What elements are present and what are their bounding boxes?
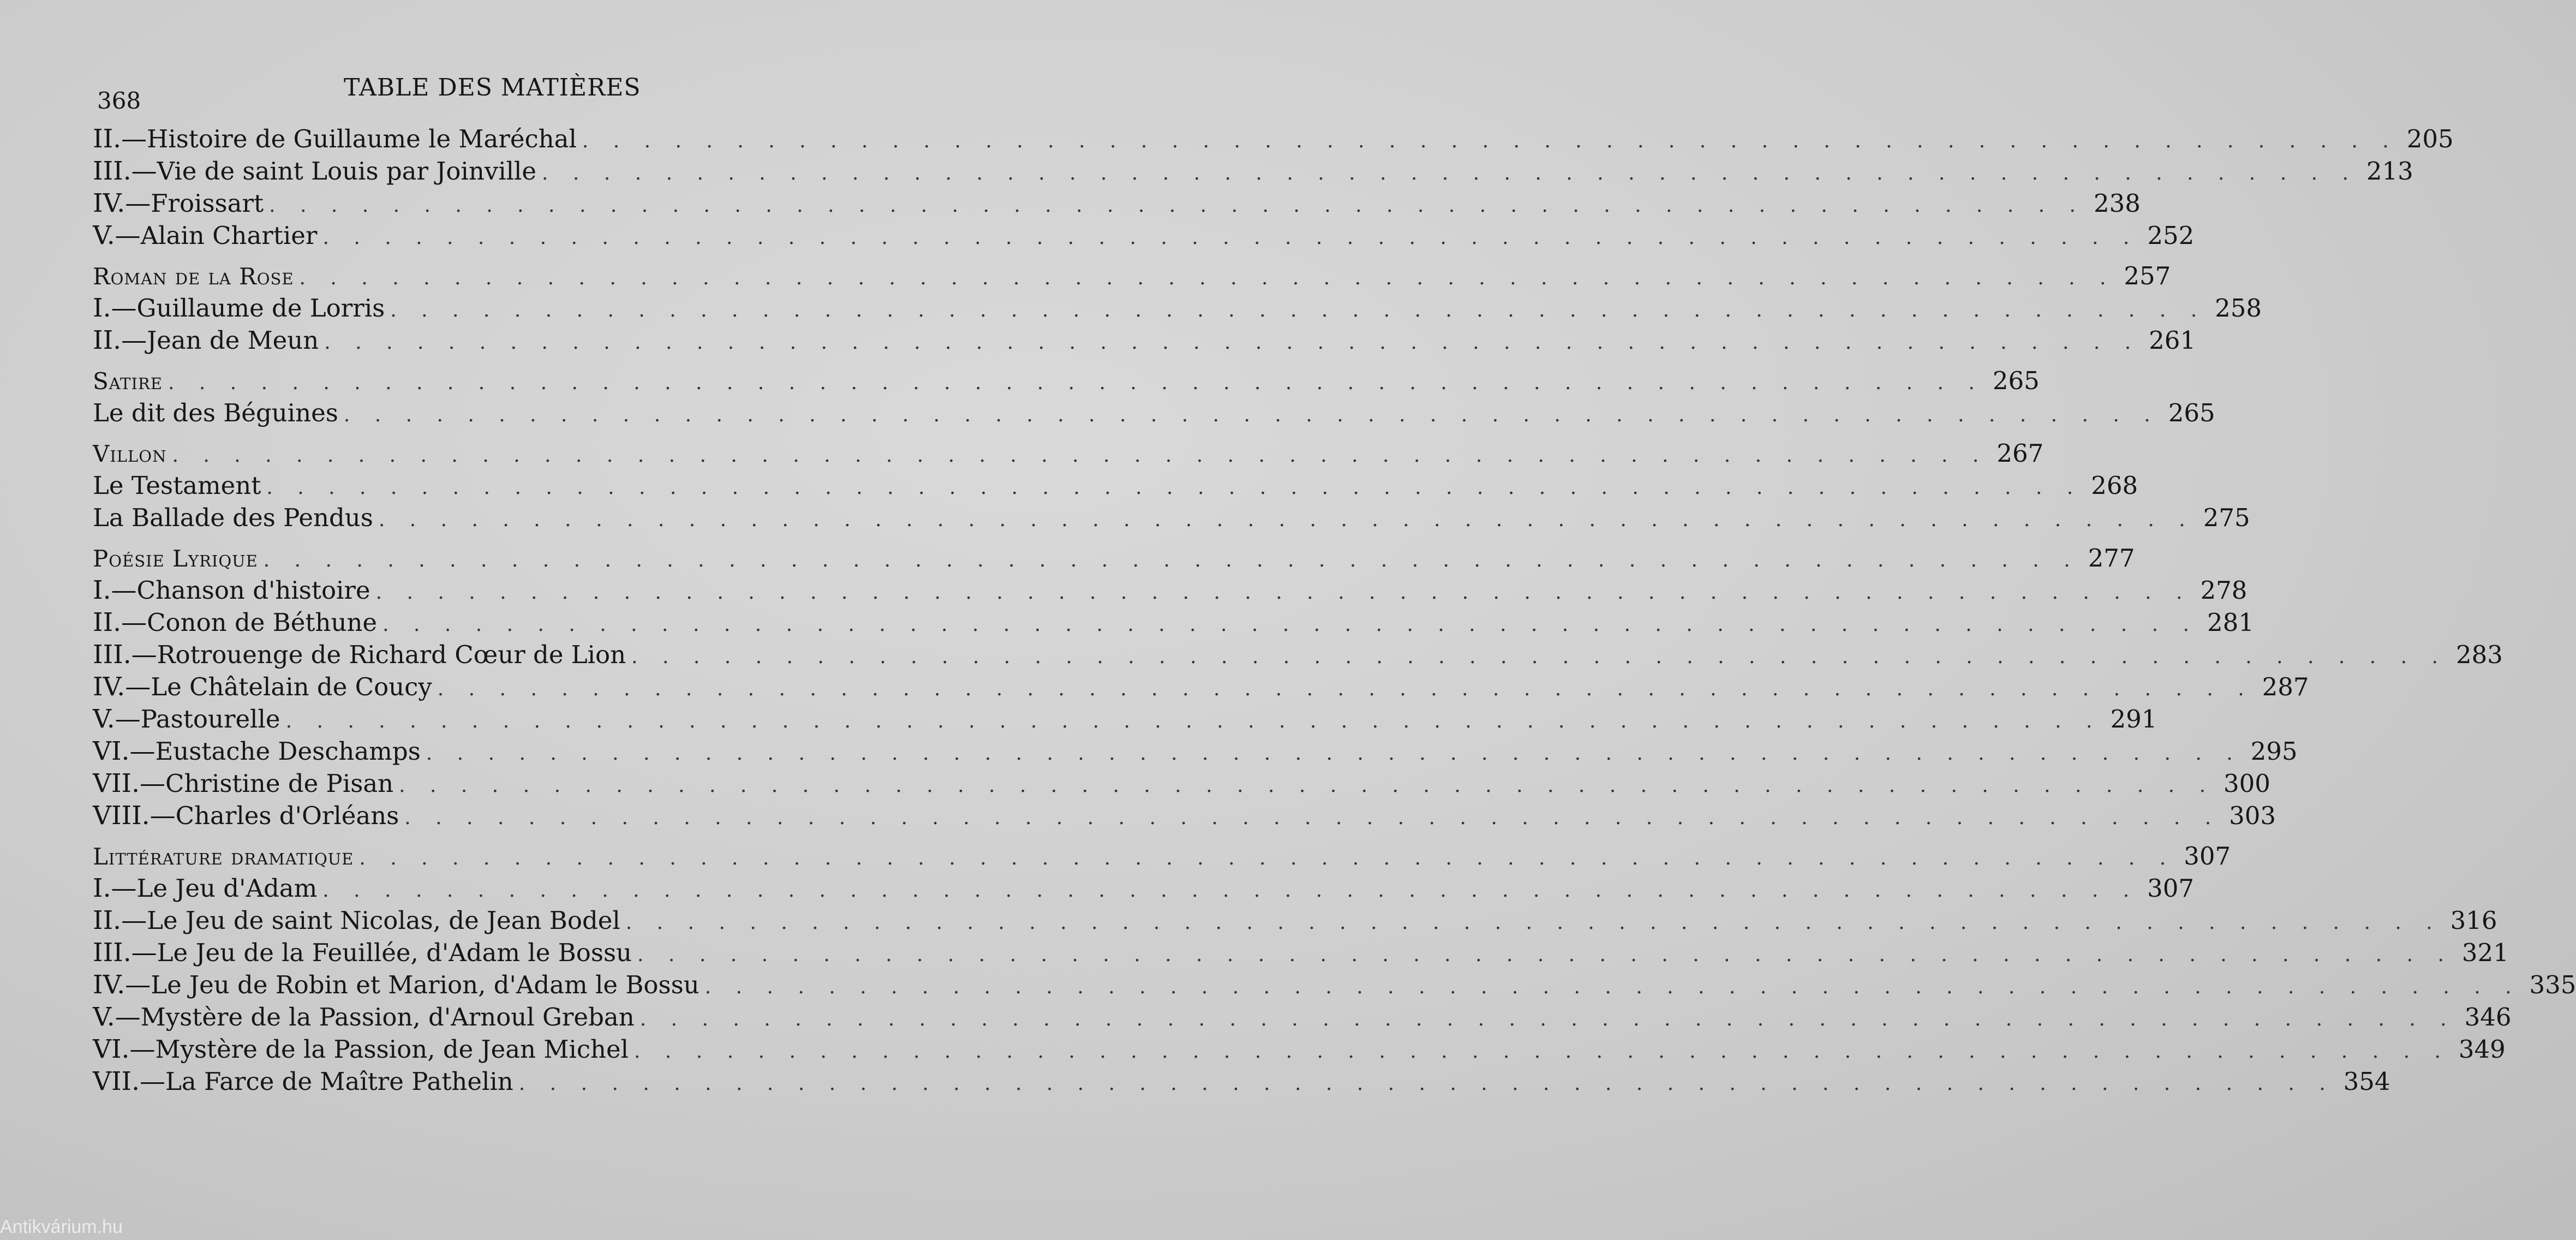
entry-page-number: 258 [2215,294,2262,323]
entry-roman-numeral: I. [93,293,111,323]
entry-dash: — [115,1002,141,1032]
entry-roman-numeral: V. [93,704,115,734]
entry-dash: — [125,188,151,218]
page-number: 368 [97,87,141,114]
entry-dash: — [121,607,147,637]
entry-page-number: 257 [2124,261,2171,290]
entry-dash: — [140,768,166,798]
entry-page-number: 281 [2207,608,2254,637]
toc-entry [93,123,2454,155]
entry-dash: — [150,801,176,831]
dot-leader: . . . . . . . . . . . . . . . . . . . . . . . . . . . . . . . . . . . . . . . . . . . . . . . . . . . . . . . . . . . [639,1008,2456,1030]
entry-roman-numeral: VII. [93,1066,140,1096]
dot-leader: . . . . . . . . . . . . . . . . . . . . . . . . . . . . . . . . . . . . . . . . . . . . . . . . . . . . . . . . . . . [299,267,2115,289]
entry-roman-numeral: VI. [93,1034,130,1064]
entry-title: Le Jeu d'Adam [136,874,318,903]
entry-dash: — [131,938,157,968]
entry-page-number: 277 [2088,544,2135,573]
dot-leader: . . . . . . . . . . . . . . . . . . . . . . . . . . . . . . . . . . . . . . . . . . . . . . . . . . . . . . . . . . . [582,130,2398,152]
entry-dash: — [111,575,137,605]
entry-title: Christine de Pisan [165,769,394,798]
toc-entry [93,800,2276,832]
dot-leader: . . . . . . . . . . . . . . . . . . . . . . . . . . . . . . . . . . . . . . . . . . . . . . . . . . . . . . . . . . . [399,774,2215,797]
dot-leader: . . . . . . . . . . . . . . . . . . . . . . . . . . . . . . . . . . . . . . . . . . . . . . . . . . . . . . . . . . . [168,372,1984,394]
entry-roman-numeral: II. [93,325,122,355]
entry-page-number: 278 [2200,576,2248,605]
toc-entry [93,767,2270,800]
dot-leader: . . . . . . . . . . . . . . . . . . . . . . . . . . . . . . . . . . . . . . . . . . . . . . . . . . . . . . . . . . . [324,331,2141,354]
dot-leader: . . . . . . . . . . . . . . . . . . . . . . . . . . . . . . . . . . . . . . . . . . . . . . . . . . . . . . . . . . . [404,807,2221,829]
toc-entry [93,1065,2390,1098]
dot-leader: . . . . . . . . . . . . . . . . . . . . . . . . . . . . . . . . . . . . . . . . . . . . . . . . . . . . . . . . . . . [704,976,2521,998]
entry-roman-numeral: VI. [93,736,130,766]
entry-title: La Ballade des Pendus [93,503,373,532]
toc-entry [93,1001,2512,1033]
dot-leader: . . . . . . . . . . . . . . . . . . . . . . . . . . . . . . . . . . . . . . . . . . . . . . . . . . . . . . . . . . . [426,742,2242,765]
toc-section-heading [93,542,2135,574]
entry-title: La Farce de Maître Pathelin [165,1067,513,1096]
entry-title: Satire [93,368,163,395]
dot-leader: . . . . . . . . . . . . . . . . . . . . . . . . . . . . . . . . . . . . . . . . . . . . . . . . . . . . . . . . . . . [382,613,2198,636]
entry-title: Chanson d'histoire [136,576,370,605]
entry-title: Le Testament [93,471,261,500]
entry-dash: — [115,220,141,251]
entry-title: Pastourelle [140,705,280,734]
entry-title: Guillaume de Lorris [136,294,385,323]
entry-page-number: 295 [2250,737,2298,766]
entry-page-number: 291 [2110,705,2157,734]
table-of-contents [93,123,2576,1098]
toc-entry [93,469,2138,502]
entry-dash: — [115,704,141,734]
entry-roman-numeral: III. [93,156,132,186]
entry-page-number: 213 [2366,157,2413,186]
entry-title: Mystère de la Passion, de Jean Michel [155,1035,629,1064]
toc-entry [93,155,2413,187]
entry-title: Rotrouenge de Richard Cœur de Lion [157,640,626,669]
dot-leader: . . . . . . . . . . . . . . . . . . . . . . . . . . . . . . . . . . . . . . . . . . . . . . . . . . . . . . . . . . . [437,678,2254,700]
toc-section-heading [93,365,2040,397]
dot-leader: . . . . . . . . . . . . . . . . . . . . . . . . . . . . . . . . . . . . . . . . . . . . . . . . . . . . . . . . . . . [269,194,2085,217]
toc-entry [93,187,2141,219]
dot-leader: . . . . . . . . . . . . . . . . . . . . . . . . . . . . . . . . . . . . . . . . . . . . . . . . . . . . . . . . . . . [263,549,2079,571]
entry-page-number: 307 [2184,842,2231,871]
entry-page-number: 265 [1992,366,2040,395]
entry-roman-numeral: IV. [93,672,125,702]
dot-leader: . . . . . . . . . . . . . . . . . . . . . . . . . . . . . . . . . . . . . . . . . . . . . . . . . . . . . . . . . . . [625,911,2442,934]
entry-roman-numeral: VIII. [93,801,150,831]
toc-section-heading [93,840,2231,872]
entry-title: Conon de Béthune [147,608,378,637]
entry-title: Froissart [151,189,264,218]
entry-title: Mystère de la Passion, d'Arnoul Greban [140,1003,635,1032]
dot-leader: . . . . . . . . . . . . . . . . . . . . . . . . . . . . . . . . . . . . . . . . . . . . . . . . . . . . . . . . . . . [631,646,2447,668]
entry-roman-numeral: I. [93,873,111,903]
entry-dash: — [131,640,157,670]
toc-entry [93,1033,2506,1065]
entry-title: Poésie Lyrique [93,545,258,572]
toc-section-heading [93,260,2171,292]
entry-dash: — [121,905,147,935]
entry-roman-numeral: IV. [93,188,125,218]
entry-page-number: 261 [2149,326,2196,355]
entry-dash: — [125,672,151,702]
entry-title: Le Jeu de Robin et Marion, d'Adam le Bossu [151,970,700,999]
toc-entry [93,735,2298,767]
dot-leader: . . . . . . . . . . . . . . . . . . . . . . . . . . . . . . . . . . . . . . . . . . . . . . . . . . . . . . . . . . . [390,299,2207,321]
entry-roman-numeral: VII. [93,768,140,798]
toc-entry [93,292,2262,324]
dot-leader: . . . . . . . . . . . . . . . . . . . . . . . . . . . . . . . . . . . . . . . . . . . . . . . . . . . . . . . . . . . [322,879,2139,902]
entry-dash: — [131,156,157,186]
entry-roman-numeral: V. [93,1002,115,1032]
entry-title: Littérature dramatique [93,843,354,870]
entry-page-number: 268 [2091,471,2138,500]
entry-page-number: 267 [1997,439,2044,468]
toc-entry [93,606,2254,639]
toc-section-heading [93,437,2044,469]
toc-entry [93,671,2309,703]
entry-page-number: 321 [2461,938,2509,967]
entry-page-number: 346 [2464,1003,2512,1032]
entry-title: Le Châtelain de Coucy [151,672,432,701]
entry-page-number: 300 [2224,769,2270,798]
entry-roman-numeral: II. [93,607,122,637]
entry-title: Roman de la Rose [93,263,294,290]
entry-page-number: 283 [2455,640,2503,669]
entry-dash: — [140,1066,166,1096]
dot-leader: . . . . . . . . . . . . . . . . . . . . . . . . . . . . . . . . . . . . . . . . . . . . . . . . . . . . . . . . . . . [172,444,1988,467]
entry-roman-numeral: III. [93,938,132,968]
entry-dash: — [111,293,137,323]
entry-dash: — [121,124,147,154]
entry-dash: — [121,325,147,355]
entry-page-number: 252 [2147,221,2195,250]
entry-roman-numeral: V. [93,220,115,251]
entry-page-number: 303 [2229,801,2276,830]
entry-title: Villon [93,440,167,467]
toc-entry [93,904,2497,937]
entry-page-number: 354 [2343,1067,2390,1096]
toc-entry [93,219,2195,252]
entry-page-number: 205 [2406,124,2454,153]
running-head: TABLE DES MATIÈRES [344,74,641,102]
dot-leader: . . . . . . . . . . . . . . . . . . . . . . . . . . . . . . . . . . . . . . . . . . . . . . . . . . . . . . . . . . . [322,226,2139,249]
entry-page-number: 275 [2203,503,2250,532]
toc-entry [93,502,2250,534]
entry-roman-numeral: III. [93,640,132,670]
toc-entry [93,937,2509,969]
toc-entry [93,397,2215,429]
entry-title: Histoire de Guillaume le Maréchal [147,124,577,153]
entry-title: Jean de Meun [147,326,319,355]
dot-leader: . . . . . . . . . . . . . . . . . . . . . . . . . . . . . . . . . . . . . . . . . . . . . . . . . . . . . . . . . . . [343,404,2160,426]
dot-leader: . . . . . . . . . . . . . . . . . . . . . . . . . . . . . . . . . . . . . . . . . . . . . . . . . . . . . . . . . . . [518,1072,2335,1095]
entry-dash: — [129,1034,156,1064]
entry-roman-numeral: II. [93,124,122,154]
toc-entry [93,969,2576,1001]
toc-entry [93,872,2195,904]
dot-leader: . . . . . . . . . . . . . . . . . . . . . . . . . . . . . . . . . . . . . . . . . . . . . . . . . . . . . . . . . . . [378,509,2195,531]
entry-page-number: 287 [2262,672,2309,701]
dot-leader: . . . . . . . . . . . . . . . . . . . . . . . . . . . . . . . . . . . . . . . . . . . . . . . . . . . . . . . . . . . [285,710,2102,732]
entry-title: Vie de saint Louis par Joinville [157,157,537,186]
toc-entry [93,639,2503,671]
watermark: Antikvárium.hu [0,1217,123,1237]
entry-roman-numeral: IV. [93,970,125,1000]
dot-leader: . . . . . . . . . . . . . . . . . . . . . . . . . . . . . . . . . . . . . . . . . . . . . . . . . . . . . . . . . . . [637,944,2453,966]
entry-title: Eustache Deschamps [155,737,421,766]
dot-leader: . . . . . . . . . . . . . . . . . . . . . . . . . . . . . . . . . . . . . . . . . . . . . . . . . . . . . . . . . . . [634,1040,2450,1063]
entry-title: Le dit des Béguines [93,398,338,427]
toc-entry [93,703,2157,735]
entry-title: Le Jeu de saint Nicolas, de Jean Bodel [147,906,620,935]
entry-page-number: 238 [2093,189,2141,218]
entry-title: Le Jeu de la Feuillée, d'Adam le Bossu [157,938,632,967]
dot-leader: . . . . . . . . . . . . . . . . . . . . . . . . . . . . . . . . . . . . . . . . . . . . . . . . . . . . . . . . . . . [266,476,2083,499]
entry-title: Alain Chartier [140,221,318,250]
dot-leader: . . . . . . . . . . . . . . . . . . . . . . . . . . . . . . . . . . . . . . . . . . . . . . . . . . . . . . . . . . . [542,162,2358,184]
dot-leader: . . . . . . . . . . . . . . . . . . . . . . . . . . . . . . . . . . . . . . . . . . . . . . . . . . . . . . . . . . . [375,581,2192,604]
entry-roman-numeral: II. [93,905,122,935]
entry-title: Charles d'Orléans [175,801,399,830]
entry-page-number: 349 [2458,1035,2506,1064]
entry-page-number: 335 [2529,970,2576,999]
entry-page-number: 307 [2147,874,2195,903]
toc-entry [93,574,2248,606]
entry-page-number: 316 [2450,906,2497,935]
entry-dash: — [111,873,137,903]
entry-dash: — [129,736,156,766]
entry-roman-numeral: I. [93,575,111,605]
toc-entry [93,324,2196,356]
entry-page-number: 265 [2168,398,2215,427]
entry-dash: — [125,970,151,1000]
dot-leader: . . . . . . . . . . . . . . . . . . . . . . . . . . . . . . . . . . . . . . . . . . . . . . . . . . . . . . . . . . . [359,847,2175,869]
